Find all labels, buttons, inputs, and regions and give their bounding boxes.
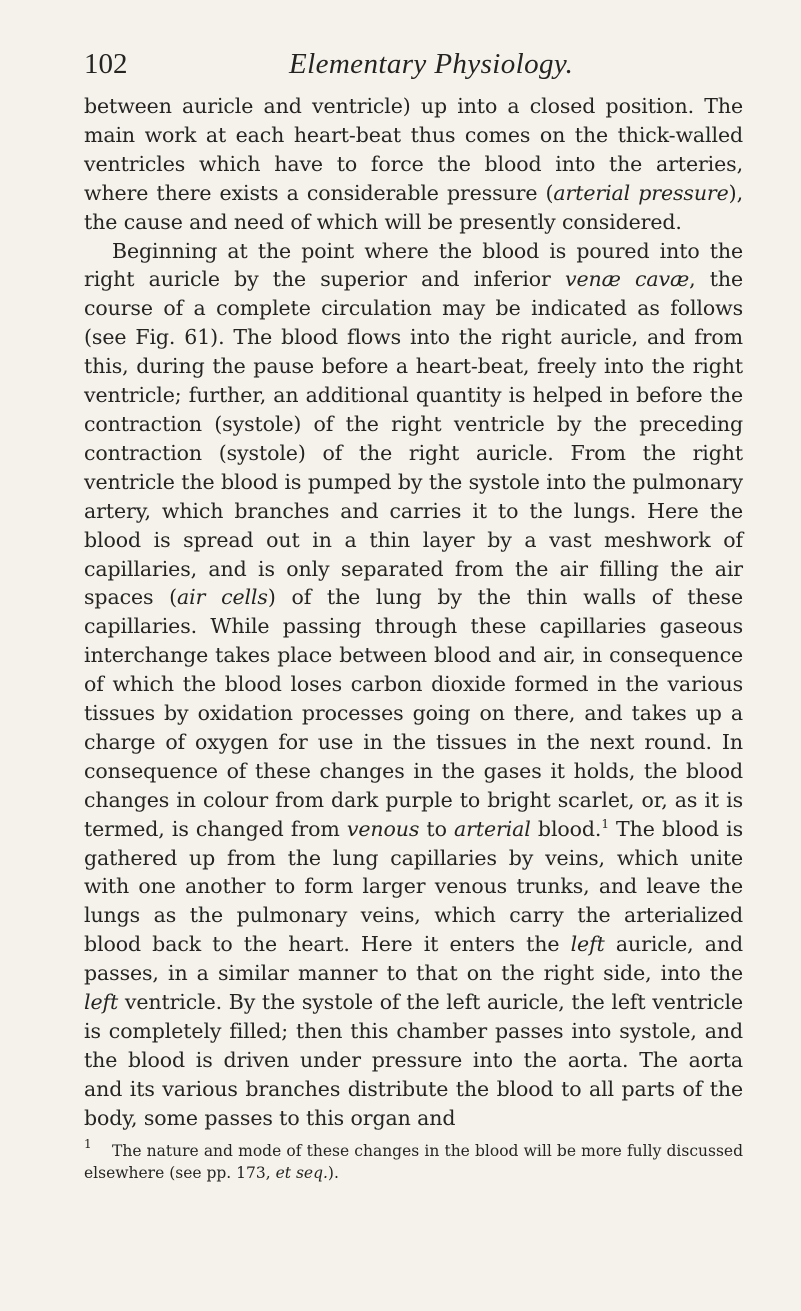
body-text bbox=[84, 92, 743, 1133]
paragraph-circulation bbox=[84, 237, 743, 1133]
footnote-marker: 1 bbox=[84, 1136, 92, 1151]
italic-term-arterial: arterial bbox=[454, 816, 531, 841]
text-run: ), the cause and need of which will be presently considered. bbox=[84, 180, 743, 234]
italic-term-arterial-pressure: arterial pressure bbox=[553, 180, 729, 205]
italic-term-venous: venous bbox=[346, 816, 420, 841]
italic-term-left: left bbox=[84, 990, 119, 1015]
footnote-text: ). bbox=[327, 1163, 339, 1182]
text-run: Beginning at the point where the blood is poured into the right auricle by the superior and inferior bbox=[84, 238, 743, 292]
running-head bbox=[84, 40, 743, 88]
text-run: , the course of a complete circulation may be indicated as follows (see Fig. 61). The blood flows into the right auricle, and from this, during the pause before a heart-beat, freely into the right ventricle; further, an additional quantity is helped in before the contraction (systole) of the right ventricle by the preceding contraction (systole) of the right auricle. From the right ventricle the blood is pumped by the systole into the pulmonary artery, which branches and carries it to the lungs. Here the blood is spread out in a thin layer by a vast meshwork of capillaries, and is only separated from the air filling the air spaces ( bbox=[84, 267, 743, 610]
text-run: to bbox=[419, 816, 454, 841]
text-run: ) of the lung by the thin walls of these capillaries. While passing through these capillaries gaseous interchange takes place between blood and air, in consequence of which the blood loses carbon dioxide formed in the various tissues by oxidation processes going on there, and takes up a charge of oxygen for use in the tissues in the next round. In consequence of these changes in the gases it holds, the blood changes in colour from dark purple to bright scarlet, or, as it is termed, is changed from bbox=[84, 585, 743, 841]
italic-term-air-cells: air cells bbox=[177, 585, 268, 610]
paragraph-continued bbox=[84, 92, 743, 237]
text-run: between auricle and ventricle) up into a closed position. The main work at each heart-beat thus comes on the thick-walled ventricles which have to force the blood into the arteries, where there exists a considerable pressure ( bbox=[84, 94, 743, 205]
text-run: blood. bbox=[530, 816, 602, 841]
footnote-text: The nature and mode of these changes in the blood will be more fully discussed elsewhere (see pp. 173, bbox=[84, 1141, 743, 1182]
running-title: Elementary Physiology. bbox=[289, 48, 574, 80]
page-number: 102 bbox=[84, 48, 128, 80]
italic-term-left: left bbox=[570, 932, 605, 957]
text-run: The blood is gathered up from the lung capillaries by veins, which unite with one another to form larger venous trunks, and leave the lungs as the pulmonary veins, which carry the arterialized blood back to the heart. Here it enters the bbox=[84, 816, 743, 957]
text-run: auricle, and passes, in a similar manner to that on the right side, into the bbox=[84, 932, 744, 986]
italic-term-venae-cavae: venæ cavæ bbox=[564, 267, 690, 292]
footnote-italic-et-seq: et seq. bbox=[275, 1163, 328, 1182]
footnote bbox=[84, 1136, 743, 1184]
footnote-reference: 1 bbox=[601, 816, 609, 831]
text-run: ventricle. By the systole of the left auricle, the left ventricle is completely filled; then this chamber passes into systole, and the blood is driven under pressure into the aorta. The aorta and its various branches distribute the blood to all parts of the body, some passes to this organ and bbox=[84, 990, 743, 1130]
